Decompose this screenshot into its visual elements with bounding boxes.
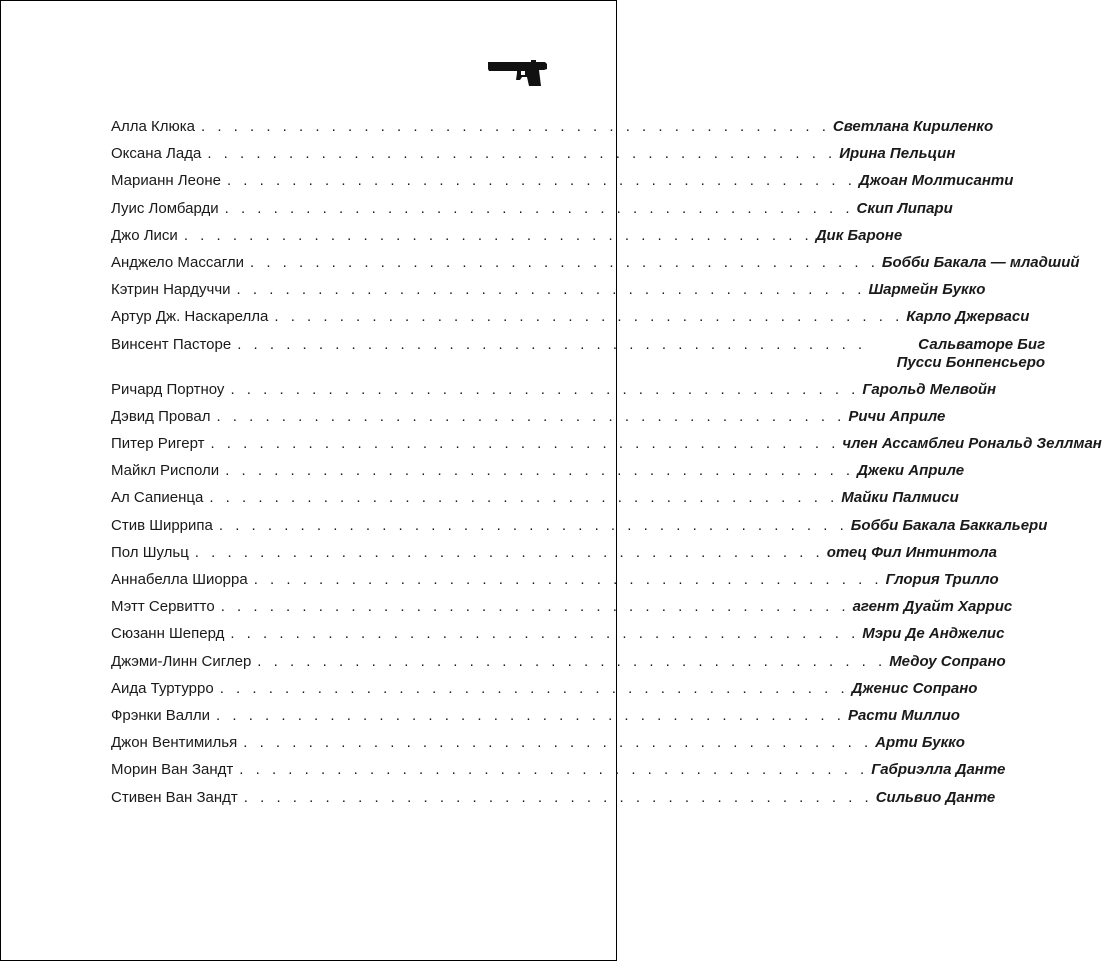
cast-row: [111, 226, 903, 245]
dot-leader: . . . . . . . . . . . . . . . . . . . . . . . . . . . . . . . . . . . . . . .: [243, 788, 873, 806]
dot-leader: . . . . . . . . . . . . . . . . . . . . . . . . . . . . . . . . . . . . . . .: [216, 706, 845, 724]
cast-row: [111, 435, 1102, 453]
dot-leader: . . . . . . . . . . . . . . . . . . . . . . . . . . . . . . . . . . . . . . .: [207, 145, 837, 163]
dot-leader: . . . . . . . . . . . . . . . . . . . . . . . . . . . . . . . . . . . . . . .: [230, 625, 860, 643]
actor-name: Луис Ломбарди: [111, 199, 219, 217]
cast-row: [111, 625, 1005, 643]
character-name: Сальваторе Биг Пусси Бонпенсьеро: [896, 335, 1046, 371]
character-name: Дженис Сопрано: [851, 679, 978, 697]
cast-row: [111, 308, 1030, 326]
actor-name: Мэтт Сервитто: [111, 598, 215, 616]
character-name: Бобби Бакала Баккальери: [850, 516, 1048, 534]
dot-leader: . . . . . . . . . . . . . . . . . . . . . . . . . . . . . . . . . . . . . . .: [224, 199, 854, 217]
cast-row: [111, 253, 1080, 272]
actor-name: Дэвид Провал: [111, 407, 211, 425]
cast-row: [111, 462, 965, 480]
dot-leader: . . . . . . . . . . . . . . . . . . . . . . . . . . . . . . . . . . . . . . .: [225, 462, 855, 480]
character-name: Скип Липари: [856, 199, 953, 217]
dot-leader: . . . . . . . . . . . . . . . . . . . . . . . . . . . . . . . . . . . . . . .: [220, 598, 850, 616]
character-name: Светлана Кириленко: [832, 118, 994, 135]
character-name: Джеки Априле: [857, 462, 965, 480]
character-name: Арти Букко: [875, 734, 965, 752]
cast-row: [111, 281, 986, 299]
actor-name: Ал Сапиенца: [111, 489, 204, 507]
dot-leader: . . . . . . . . . . . . . . . . . . . . . . . . . . . . . . . . . . . . . . .: [253, 571, 883, 588]
character-name: Карло Джерваси: [906, 308, 1030, 326]
actor-name: Винсент Пасторе: [111, 335, 232, 353]
actor-name: Аннабелла Шиорра: [111, 571, 248, 588]
character-name: Бобби Бакала — младший: [881, 253, 1080, 271]
dot-leader: . . . . . . . . . . . . . . . . . . . . . . . . . . . . . . . . . . . . . . .: [243, 734, 873, 752]
character-name: Джоан Молтисанти: [858, 172, 1014, 190]
cast-row: [111, 172, 1014, 190]
actor-name: Алла Клюка: [111, 118, 195, 135]
character-name: Сильвио Данте: [875, 788, 996, 806]
actor-name: Фрэнки Валли: [111, 706, 211, 724]
character-name: Дик Бароне: [815, 226, 903, 244]
cast-row: [111, 199, 953, 218]
cast-row: [111, 489, 959, 507]
cast-row: [111, 543, 997, 562]
actor-name: Джо Лиси: [111, 226, 178, 244]
cast-row: [111, 145, 956, 163]
actor-name: Артур Дж. Наскарелла: [111, 308, 269, 326]
character-name: агент Дуайт Харрис: [852, 598, 1013, 616]
actor-name: Аида Туртурро: [111, 679, 214, 697]
cast-row: [111, 679, 978, 698]
actor-name: Сюзанн Шеперд: [111, 625, 225, 643]
cast-row: [111, 706, 960, 725]
actor-name: Кэтрин Нардуччи: [111, 281, 231, 299]
character-name: Ирина Пельцин: [839, 145, 956, 163]
cast-row: [111, 652, 1006, 671]
dot-leader: . . . . . . . . . . . . . . . . . . . . . . . . . . . . . . . . . . . . . . .: [237, 335, 867, 353]
actor-name: Марианн Леоне: [111, 172, 221, 190]
actor-name: Майкл Рисполи: [111, 462, 220, 480]
character-name: отец Фил Интинтола: [826, 543, 997, 561]
cast-row: [111, 788, 996, 807]
cast-row: [111, 407, 946, 426]
dot-leader: . . . . . . . . . . . . . . . . . . . . . . . . . . . . . . . . . . . . . . .: [230, 380, 860, 398]
actor-name: Джэми-Линн Сиглер: [111, 652, 252, 670]
cast-row: [111, 598, 1013, 616]
character-name: Гарольд Мелвойн: [862, 380, 997, 398]
character-name: Майки Палмиси: [841, 489, 959, 507]
dot-leader: . . . . . . . . . . . . . . . . . . . . . . . . . . . . . . . . . . . . . . .: [219, 679, 849, 697]
actor-name: Морин Ван Зандт: [111, 761, 234, 779]
dot-leader: . . . . . . . . . . . . . . . . . . . . . . . . . . . . . . . . . . . . . . .: [218, 516, 848, 534]
character-name: Глория Трилло: [885, 571, 999, 588]
character-name: Расти Миллио: [847, 706, 960, 724]
cast-row: [111, 118, 994, 136]
dot-leader: . . . . . . . . . . . . . . . . . . . . . . . . . . . . . . . . . . . . . . .: [183, 226, 813, 244]
character-name: Мэри Де Анджелис: [862, 625, 1005, 643]
dot-leader: . . . . . . . . . . . . . . . . . . . . . . . . . . . . . . . . . . . . . . .: [226, 172, 856, 190]
character-name: Ричи Априле: [848, 407, 946, 425]
cast-row: [111, 380, 997, 399]
cast-row: [111, 761, 1006, 779]
cast-row: [111, 516, 1048, 535]
dot-leader: . . . . . . . . . . . . . . . . . . . . . . . . . . . . . . . . . . . . . . .: [249, 253, 879, 271]
cast-row: [111, 335, 1046, 372]
dot-leader: . . . . . . . . . . . . . . . . . . . . . . . . . . . . . . . . . . . . . . .: [194, 543, 824, 561]
actor-name: Питер Ригерт: [111, 435, 205, 453]
actor-name: Джон Вентимилья: [111, 734, 238, 752]
actor-name: Анджело Массагли: [111, 253, 244, 271]
pistol-icon: [487, 56, 549, 88]
actor-name: Ричард Портноу: [111, 380, 225, 398]
character-name: Шармейн Букко: [868, 281, 986, 299]
dot-leader: . . . . . . . . . . . . . . . . . . . . . . . . . . . . . . . . . . . . . . .: [239, 761, 869, 779]
character-name: Медоу Сопрано: [889, 652, 1006, 670]
actor-name: Пол Шульц: [111, 543, 189, 561]
cast-list: [111, 118, 1102, 816]
dot-leader: . . . . . . . . . . . . . . . . . . . . . . . . . . . . . . . . . . . . . . .: [209, 489, 839, 507]
actor-name: Стивен Ван Зандт: [111, 788, 238, 806]
dot-leader: . . . . . . . . . . . . . . . . . . . . . . . . . . . . . . . . . . . . . . .: [274, 308, 904, 326]
character-name: Габриэлла Данте: [871, 761, 1006, 779]
actor-name: Стив Ширрипа: [111, 516, 213, 534]
dot-leader: . . . . . . . . . . . . . . . . . . . . . . . . . . . . . . . . . . . . . . .: [257, 652, 887, 670]
actor-name: Оксана Лада: [111, 145, 202, 163]
cast-row: [111, 734, 965, 752]
cast-row: [111, 571, 999, 589]
dot-leader: . . . . . . . . . . . . . . . . . . . . . . . . . . . . . . . . . . . . . . .: [236, 281, 866, 299]
character-name: член Ассамблеи Рональд Зеллман: [842, 435, 1102, 453]
dot-leader: . . . . . . . . . . . . . . . . . . . . . . . . . . . . . . . . . . . . . . .: [201, 118, 830, 135]
dot-leader: . . . . . . . . . . . . . . . . . . . . . . . . . . . . . . . . . . . . . . .: [210, 435, 840, 453]
dot-leader: . . . . . . . . . . . . . . . . . . . . . . . . . . . . . . . . . . . . . . .: [216, 407, 846, 425]
